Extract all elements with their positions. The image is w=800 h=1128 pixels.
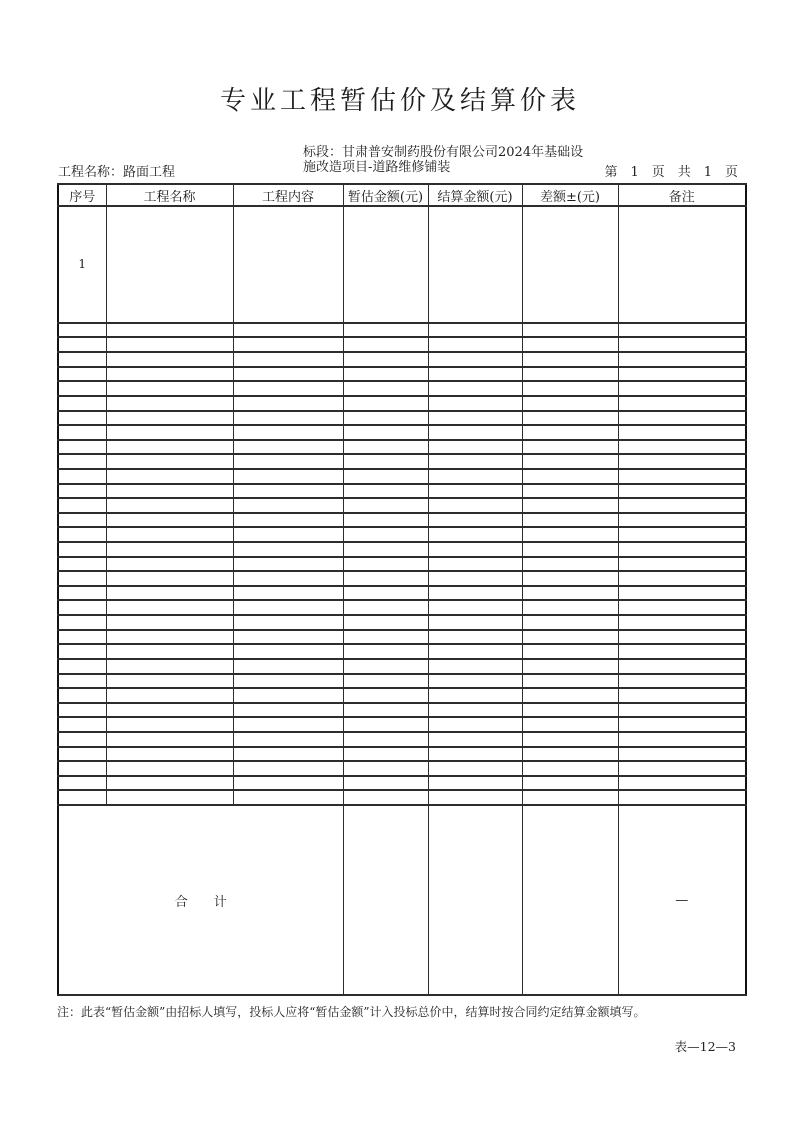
table-cell — [522, 571, 618, 586]
table-cell — [343, 747, 428, 762]
table-cell — [428, 484, 522, 499]
table-row — [58, 790, 746, 805]
table-cell — [233, 644, 343, 659]
table-cell — [522, 337, 618, 352]
table-cell — [343, 440, 428, 455]
table-row — [58, 411, 746, 426]
table-cell — [522, 761, 618, 776]
table-cell — [618, 571, 746, 586]
table-cell — [58, 776, 106, 791]
table-cell — [106, 586, 233, 601]
table-cell — [106, 732, 233, 747]
table-cell — [522, 469, 618, 484]
table-cell — [618, 352, 746, 367]
table-cell — [106, 513, 233, 528]
table-cell — [618, 337, 746, 352]
table-cell — [233, 600, 343, 615]
table-cell — [522, 790, 618, 805]
table-cell — [618, 688, 746, 703]
table-cell — [233, 454, 343, 469]
table-cell — [106, 498, 233, 513]
table-cell — [58, 644, 106, 659]
table-cell — [343, 484, 428, 499]
table-cell — [233, 717, 343, 732]
table-cell — [233, 703, 343, 718]
table-row — [58, 761, 746, 776]
table-cell — [343, 703, 428, 718]
table-row — [58, 600, 746, 615]
table-body — [58, 206, 746, 805]
table-row — [58, 674, 746, 689]
table-cell — [522, 498, 618, 513]
table-cell — [106, 571, 233, 586]
table-cell — [428, 615, 522, 630]
total-remark-cell: — — [618, 805, 746, 995]
table-cell — [428, 557, 522, 572]
table-cell — [58, 747, 106, 762]
table-cell — [618, 542, 746, 557]
table-cell — [618, 454, 746, 469]
table-cell — [58, 630, 106, 645]
table-cell — [343, 644, 428, 659]
table-cell — [58, 513, 106, 528]
table-cell — [618, 703, 746, 718]
table-cell — [58, 600, 106, 615]
table-cell — [618, 484, 746, 499]
table-row — [58, 717, 746, 732]
table-cell — [343, 615, 428, 630]
estimate-settlement-table — [57, 183, 747, 996]
table-cell — [618, 206, 746, 323]
total-settlement-cell — [428, 805, 522, 995]
table-cell — [106, 206, 233, 323]
table-cell — [106, 367, 233, 382]
table-cell — [233, 674, 343, 689]
table-cell — [428, 411, 522, 426]
column-header: 工程名称 — [106, 184, 233, 206]
table-cell — [233, 411, 343, 426]
table-cell — [58, 411, 106, 426]
table-cell — [522, 381, 618, 396]
table-cell — [522, 513, 618, 528]
table-cell — [343, 659, 428, 674]
table-cell — [618, 630, 746, 645]
table-cell — [428, 206, 522, 323]
table-cell — [618, 586, 746, 601]
table-cell — [233, 761, 343, 776]
table-cell — [618, 396, 746, 411]
table-cell — [522, 717, 618, 732]
table-cell — [58, 557, 106, 572]
table-cell: 1 — [58, 206, 106, 323]
table-cell — [58, 396, 106, 411]
column-header: 序号 — [58, 184, 106, 206]
section-info — [303, 145, 583, 175]
table-row — [58, 571, 746, 586]
table-row — [58, 557, 746, 572]
table-cell — [233, 615, 343, 630]
table-row — [58, 498, 746, 513]
table-cell — [106, 630, 233, 645]
table-cell — [428, 600, 522, 615]
table-cell — [343, 600, 428, 615]
table-cell — [106, 396, 233, 411]
table-row — [58, 659, 746, 674]
table-row — [58, 630, 746, 645]
table-cell — [618, 600, 746, 615]
table-cell — [106, 484, 233, 499]
table-cell — [233, 513, 343, 528]
table-cell — [428, 323, 522, 338]
table-cell — [343, 527, 428, 542]
table-cell — [522, 644, 618, 659]
table-cell — [522, 674, 618, 689]
table-cell — [618, 747, 746, 762]
table-cell — [522, 367, 618, 382]
table-row — [58, 586, 746, 601]
table-cell — [233, 425, 343, 440]
table-cell — [428, 644, 522, 659]
table-cell — [58, 542, 106, 557]
table-cell — [522, 615, 618, 630]
table-cell — [58, 440, 106, 455]
table-cell — [106, 454, 233, 469]
table-cell — [618, 527, 746, 542]
table-cell — [428, 352, 522, 367]
table-cell — [618, 761, 746, 776]
table-cell — [58, 367, 106, 382]
table-cell — [522, 776, 618, 791]
table-cell — [343, 337, 428, 352]
table-cell — [618, 644, 746, 659]
table-cell — [618, 498, 746, 513]
table-cell — [233, 484, 343, 499]
column-header: 暂估金额(元) — [343, 184, 428, 206]
table-cell — [428, 396, 522, 411]
table-cell — [343, 367, 428, 382]
table-cell — [233, 776, 343, 791]
table-cell — [522, 703, 618, 718]
table-cell — [343, 688, 428, 703]
table-cell — [343, 542, 428, 557]
table-cell — [233, 367, 343, 382]
table-cell — [233, 498, 343, 513]
table-cell — [106, 542, 233, 557]
table-cell — [58, 615, 106, 630]
table-cell — [58, 586, 106, 601]
table-cell — [106, 440, 233, 455]
table-cell — [106, 411, 233, 426]
table-cell — [233, 790, 343, 805]
table-cell — [58, 454, 106, 469]
table-cell — [58, 352, 106, 367]
table-cell — [343, 776, 428, 791]
table-cell — [233, 323, 343, 338]
table-cell — [618, 513, 746, 528]
table-row — [58, 484, 746, 499]
table-cell — [58, 323, 106, 338]
table-row — [58, 513, 746, 528]
table-cell — [428, 469, 522, 484]
table-cell — [343, 761, 428, 776]
table-cell — [343, 323, 428, 338]
table-cell — [343, 557, 428, 572]
table-row — [58, 747, 746, 762]
table-cell — [233, 571, 343, 586]
table-cell — [522, 396, 618, 411]
table-cell — [233, 630, 343, 645]
table-cell — [106, 615, 233, 630]
table-cell — [233, 337, 343, 352]
table-row — [58, 425, 746, 440]
table-cell — [106, 761, 233, 776]
table-cell — [343, 790, 428, 805]
table-cell — [618, 425, 746, 440]
table-cell — [618, 440, 746, 455]
table-cell — [343, 732, 428, 747]
table-cell — [106, 703, 233, 718]
table-cell — [618, 411, 746, 426]
table-cell — [522, 542, 618, 557]
total-row — [58, 805, 746, 995]
table-cell — [58, 732, 106, 747]
table-cell — [428, 717, 522, 732]
table-cell — [58, 688, 106, 703]
table-cell — [428, 703, 522, 718]
table-cell — [428, 498, 522, 513]
table-row — [58, 337, 746, 352]
table-cell — [428, 381, 522, 396]
table-cell — [343, 630, 428, 645]
table-cell — [58, 498, 106, 513]
table-row — [58, 396, 746, 411]
table-cell — [343, 206, 428, 323]
section-line-1: 标段：甘肃普安制药股份有限公司2024年基础设 — [303, 145, 584, 160]
table-row — [58, 352, 746, 367]
table-cell — [428, 586, 522, 601]
table-cell — [106, 747, 233, 762]
table-cell — [106, 381, 233, 396]
table-cell — [428, 747, 522, 762]
table-cell — [343, 513, 428, 528]
column-header: 结算金额(元) — [428, 184, 522, 206]
table-cell — [233, 381, 343, 396]
table-cell — [428, 761, 522, 776]
table-cell — [428, 542, 522, 557]
table-cell — [428, 732, 522, 747]
table-cell — [522, 659, 618, 674]
table-cell — [233, 440, 343, 455]
table-cell — [428, 688, 522, 703]
table-cell — [343, 674, 428, 689]
table-cell — [343, 381, 428, 396]
table-cell — [618, 367, 746, 382]
table-cell — [618, 323, 746, 338]
table-cell — [618, 659, 746, 674]
table-cell — [522, 557, 618, 572]
table-row — [58, 732, 746, 747]
table-cell — [618, 557, 746, 572]
footnote: 注：此表“暂估金额”由招标人填写，投标人应将“暂估金额”计入投标总价中，结算时按合同约定结算金额填写。 — [57, 1005, 646, 1019]
table-row — [58, 323, 746, 338]
table-cell — [522, 688, 618, 703]
table-cell — [58, 674, 106, 689]
table-cell — [343, 454, 428, 469]
table-cell — [618, 732, 746, 747]
table-cell — [233, 747, 343, 762]
table-cell — [428, 440, 522, 455]
column-header: 备注 — [618, 184, 746, 206]
table-cell — [522, 732, 618, 747]
table-cell — [522, 586, 618, 601]
table-cell — [233, 396, 343, 411]
table-cell — [618, 381, 746, 396]
table-row — [58, 527, 746, 542]
table-row — [58, 440, 746, 455]
column-header: 差额±(元) — [522, 184, 618, 206]
table-cell — [233, 557, 343, 572]
table-cell — [428, 454, 522, 469]
table-cell — [343, 469, 428, 484]
table-cell — [343, 352, 428, 367]
table-cell — [233, 659, 343, 674]
table-cell — [343, 571, 428, 586]
table-cell — [522, 454, 618, 469]
total-label: 合 计 — [58, 805, 343, 995]
table-cell — [58, 790, 106, 805]
table-cell — [233, 206, 343, 323]
table-row — [58, 367, 746, 382]
table-cell — [343, 717, 428, 732]
table-cell — [233, 542, 343, 557]
table-cell — [428, 513, 522, 528]
table-row — [58, 469, 746, 484]
table-cell — [428, 367, 522, 382]
table-cell — [233, 527, 343, 542]
table-cell — [428, 630, 522, 645]
table-cell — [106, 600, 233, 615]
table-cell — [233, 352, 343, 367]
table-header-row — [58, 184, 746, 206]
table-cell — [618, 776, 746, 791]
table-cell — [58, 484, 106, 499]
table-cell — [233, 688, 343, 703]
table-cell — [522, 206, 618, 323]
table-cell — [522, 527, 618, 542]
table-cell — [106, 469, 233, 484]
table-cell — [106, 717, 233, 732]
total-estimate-cell — [343, 805, 428, 995]
table-cell — [106, 527, 233, 542]
project-name-label: 工程名称：路面工程 — [58, 165, 176, 180]
table-cell — [58, 659, 106, 674]
table-cell — [106, 674, 233, 689]
form-number: 表—12—3 — [674, 1039, 736, 1054]
table-cell — [58, 527, 106, 542]
table-cell — [428, 674, 522, 689]
table-cell — [106, 790, 233, 805]
table-cell — [522, 352, 618, 367]
table-cell — [522, 600, 618, 615]
table-cell — [106, 425, 233, 440]
table-cell — [428, 527, 522, 542]
column-header: 工程内容 — [233, 184, 343, 206]
table-cell — [618, 469, 746, 484]
table-cell — [233, 469, 343, 484]
table-cell — [106, 557, 233, 572]
table-cell — [428, 425, 522, 440]
table-cell — [343, 396, 428, 411]
page-number-info: 第 1 页 共 1 页 — [604, 165, 738, 180]
table-cell — [58, 571, 106, 586]
page-title: 专业工程暂估价及结算价表 — [219, 86, 580, 116]
table-row — [58, 688, 746, 703]
table-cell — [428, 776, 522, 791]
table-cell — [106, 644, 233, 659]
table-row — [58, 644, 746, 659]
table-cell — [428, 659, 522, 674]
table-cell — [233, 732, 343, 747]
table-cell — [58, 761, 106, 776]
table-cell — [106, 659, 233, 674]
table-cell — [522, 440, 618, 455]
section-line-2: 施改造项目-道路维修铺装 — [303, 160, 451, 175]
table-cell — [343, 411, 428, 426]
table-cell — [58, 381, 106, 396]
table-cell — [58, 337, 106, 352]
table-cell — [618, 615, 746, 630]
table-cell — [618, 717, 746, 732]
table-cell — [522, 425, 618, 440]
table-cell — [522, 323, 618, 338]
table-cell — [58, 717, 106, 732]
table-row — [58, 776, 746, 791]
table-cell — [522, 630, 618, 645]
table-cell — [428, 571, 522, 586]
table-cell — [343, 498, 428, 513]
total-difference-cell — [522, 805, 618, 995]
table-cell — [106, 776, 233, 791]
table-cell — [106, 352, 233, 367]
table-cell — [106, 337, 233, 352]
table-cell — [343, 425, 428, 440]
table-cell — [233, 586, 343, 601]
table-cell — [522, 411, 618, 426]
table-row — [58, 615, 746, 630]
table-row — [58, 381, 746, 396]
table-cell — [618, 674, 746, 689]
table-row — [58, 454, 746, 469]
table-cell — [58, 469, 106, 484]
table-cell — [106, 323, 233, 338]
table-cell — [58, 425, 106, 440]
table-cell — [618, 790, 746, 805]
table-cell — [58, 703, 106, 718]
table-cell — [343, 586, 428, 601]
table-cell — [428, 337, 522, 352]
table-cell — [522, 484, 618, 499]
table-cell — [106, 688, 233, 703]
table-cell — [522, 747, 618, 762]
table-row — [58, 206, 746, 323]
table-row — [58, 542, 746, 557]
table-cell — [428, 790, 522, 805]
table-row — [58, 703, 746, 718]
